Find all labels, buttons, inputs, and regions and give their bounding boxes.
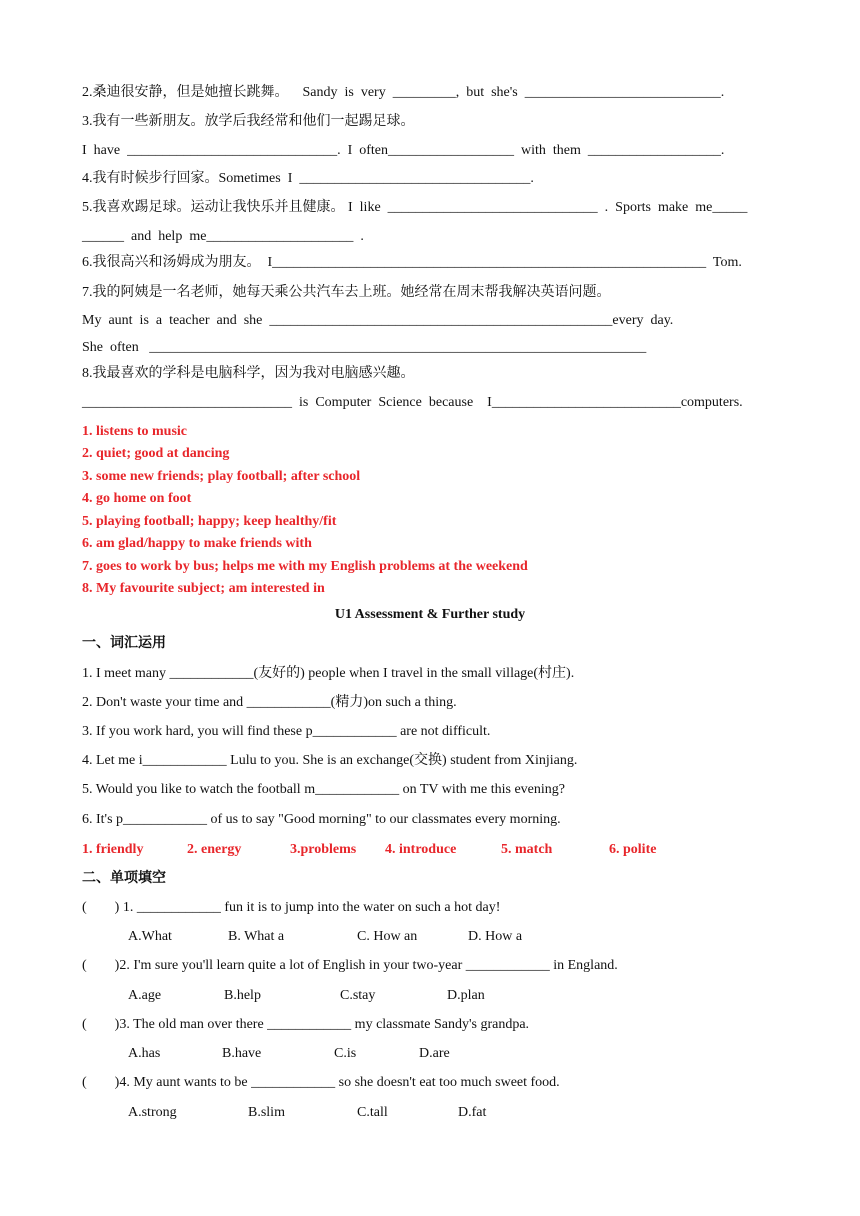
choice-option: C.stay xyxy=(340,988,376,1003)
translation-line: She often _______________________________________________________________________ xyxy=(82,340,647,355)
choice-heading: 二、单项填空 xyxy=(82,871,166,886)
choice-question: ( )4. My aunt wants to be ____________ so she doesn't eat too much sweet food. xyxy=(82,1075,560,1090)
translation-line: 7.我的阿姨是一名老师，她每天乘公共汽车去上班。她经常在周末帮我解决英语问题。 xyxy=(82,285,611,300)
answer-line: 4. go home on foot xyxy=(82,491,192,506)
vocab-answer: 4. introduce xyxy=(385,842,457,857)
choice-option: A.age xyxy=(128,988,162,1003)
vocab-item: 4. Let me i____________ Lulu to you. She is an exchange(交换) student from Xinjiang. xyxy=(82,753,578,768)
translation-line: ______________________________ is Computer Science because I___________________________computers. xyxy=(82,395,743,410)
choice-option: B.slim xyxy=(248,1105,285,1120)
choice-option: D.fat xyxy=(458,1105,487,1120)
choice-option: C. How an xyxy=(357,929,418,944)
translation-line: 2.桑迪很安静，但是她擅长跳舞。 Sandy is very _________, but she's ____________________________. xyxy=(82,85,725,100)
translation-line: 3.我有一些新朋友。放学后我经常和他们一起踢足球。 xyxy=(82,114,415,129)
vocab-item: 5. Would you like to watch the football m____________ on TV with me this evening? xyxy=(82,782,565,797)
answer-line: 1. listens to music xyxy=(82,424,187,439)
choice-option: D. How a xyxy=(468,929,523,944)
translation-line: My aunt is a teacher and she _________________________________________________every day. xyxy=(82,313,674,328)
translation-line: 6.我很高兴和汤姆成为朋友。 I______________________________________________________________ Tom. xyxy=(82,255,742,270)
answer-line: 5. playing football; happy; keep healthy/fit xyxy=(82,514,337,529)
choice-option: C.is xyxy=(334,1046,357,1061)
answer-line: 8. My favourite subject; am interested in xyxy=(82,581,325,596)
vocab-answer: 2. energy xyxy=(187,842,242,857)
vocab-item: 3. If you work hard, you will find these p____________ are not difficult. xyxy=(82,724,491,739)
choice-option: A.What xyxy=(128,929,172,944)
choice-question: ( )3. The old man over there ____________ my classmate Sandy's grandpa. xyxy=(82,1017,530,1032)
choice-option: D.are xyxy=(419,1046,450,1061)
translation-line: I have ______________________________. I often__________________ with them ___________________. xyxy=(82,143,725,158)
vocab-answer: 6. polite xyxy=(609,842,657,857)
translation-line: ______ and help me_____________________ . xyxy=(82,229,364,244)
vocab-item: 1. I meet many ____________(友好的) people when I travel in the small village(村庄). xyxy=(82,666,575,681)
section-title: U1 Assessment & Further study xyxy=(334,607,526,622)
vocab-item: 6. It's p____________ of us to say "Good morning" to our classmates every morning. xyxy=(82,812,561,827)
choice-question: ( )2. I'm sure you'll learn quite a lot of English in your two-year ____________ in England. xyxy=(82,958,618,973)
vocab-heading: 一、词汇运用 xyxy=(82,636,166,651)
answer-line: 7. goes to work by bus; helps me with my English problems at the weekend xyxy=(82,559,528,574)
choice-option: C.tall xyxy=(357,1105,388,1120)
vocab-answer: 5. match xyxy=(501,842,553,857)
choice-option: B. What a xyxy=(228,929,285,944)
choice-option: D.plan xyxy=(447,988,485,1003)
choice-option: B.have xyxy=(222,1046,262,1061)
choice-option: A.strong xyxy=(128,1105,177,1120)
translation-line: 4.我有时候步行回家。Sometimes I _________________________________. xyxy=(82,171,534,186)
choice-question: ( ) 1. ____________ fun it is to jump into the water on such a hot day! xyxy=(82,900,501,915)
translation-line: 8.我最喜欢的学科是电脑科学，因为我对电脑感兴趣。 xyxy=(82,366,415,381)
choice-option: A.has xyxy=(128,1046,161,1061)
answer-line: 6. am glad/happy to make friends with xyxy=(82,536,312,551)
choice-option: B.help xyxy=(224,988,261,1003)
answer-line: 3. some new friends; play football; after school xyxy=(82,469,361,484)
answer-line: 2. quiet; good at dancing xyxy=(82,446,230,461)
vocab-answer: 3.problems xyxy=(290,842,357,857)
translation-line: 5.我喜欢踢足球。运动让我快乐并且健康。 I like ______________________________ . Sports make me_____ xyxy=(82,200,748,215)
vocab-answer: 1. friendly xyxy=(82,842,144,857)
vocab-item: 2. Don't waste your time and ____________(精力)on such a thing. xyxy=(82,695,457,710)
